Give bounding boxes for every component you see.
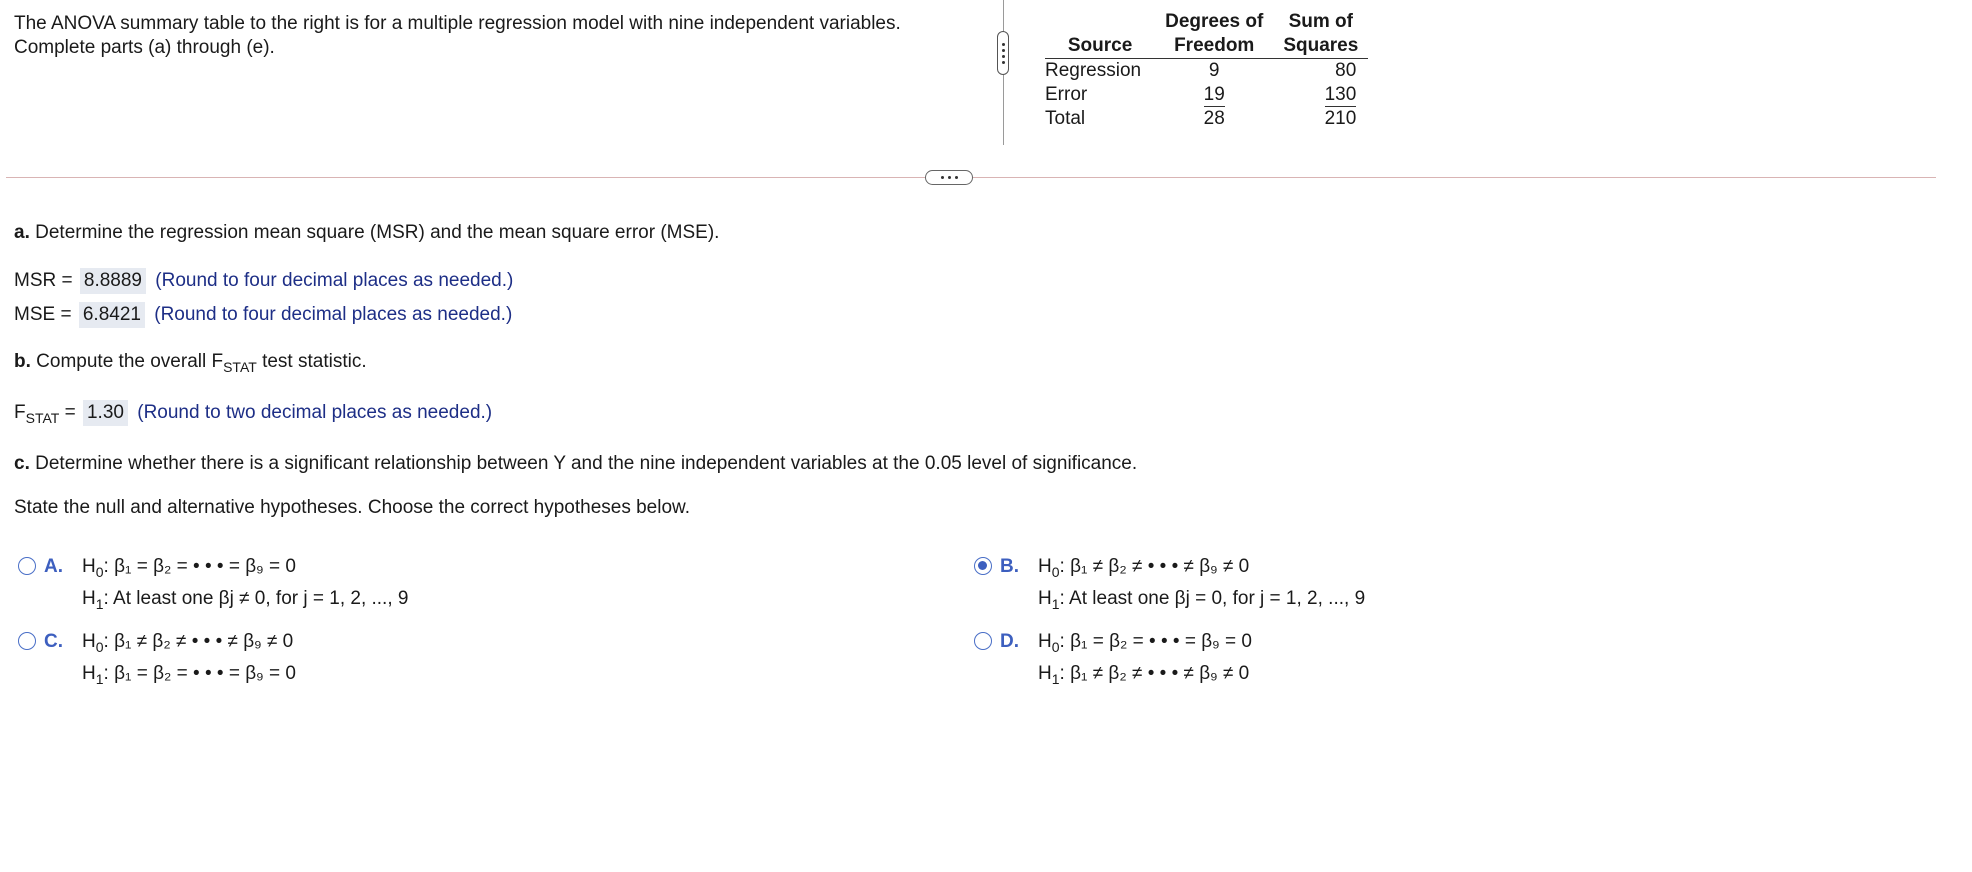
choice-d[interactable] [974,626,1674,690]
part-b-text-sub: STAT [223,359,257,375]
row-source: Error [1045,84,1088,105]
msr-hint: (Round to four decimal places as needed.) [155,270,514,291]
choice-c-h0: $H_0$: β₁ ≠ β₂ ≠ • • • ≠ β₉ ≠ 0 [82,631,294,655]
header-df-top: Degrees of [1165,11,1264,32]
choice-b[interactable] [974,551,1674,615]
anova-table [1045,10,1368,131]
choice-c[interactable] [18,626,718,690]
choice-a-h1: $H_1$: At least one βj ≠ 0, for j = 1, 2, ..., 9 [82,588,409,612]
row-source: Regression [1045,60,1142,81]
mse-answer-field[interactable]: 6.8421 [79,302,145,328]
handle-dot-icon [1002,55,1005,58]
mse-hint: (Round to four decimal places as needed.) [154,304,513,325]
radio-a[interactable] [18,557,36,575]
fstat-label: F [14,402,26,423]
choice-d-h0: $H_0$: β₁ = β₂ = • • • = β₉ = 0 [1038,631,1252,655]
row-source: Total [1045,108,1086,129]
table-row [1045,107,1368,131]
part-c-instruction: State the null and alternative hypotheses. Choose the correct hypotheses below. [14,497,690,518]
part-c-question [14,452,1137,476]
msr-answer-field[interactable]: 8.8889 [80,268,146,294]
header-ss-top: Sum of [1288,11,1353,32]
handle-dot-icon [941,176,944,179]
table-row [1045,59,1368,84]
msr-row [14,268,513,294]
part-a-text: Determine the regression mean square (MSR) and the mean square error (MSE). [35,222,720,243]
part-b-text: Compute the overall F [36,351,224,372]
row-df: 9 [1208,60,1220,81]
horizontal-resize-handle[interactable] [925,170,973,185]
fstat-hint: (Round to two decimal places as needed.) [137,402,493,423]
handle-dot-icon [1002,49,1005,52]
vertical-resize-handle[interactable] [997,31,1009,75]
part-b-question [14,350,367,374]
part-b-label: b. [14,351,31,372]
header-ss-bottom: Squares [1273,34,1368,59]
part-a-label: a. [14,222,30,243]
intro-line-1: The ANOVA summary table to the right is for a multiple regression model with nine independent variables. [14,13,901,34]
fstat-label-sub: STAT [25,410,60,426]
choice-a[interactable] [18,551,718,615]
choice-c-letter: C. [44,631,63,652]
choice-b-h1: $H_1$: At least one βj = 0, for j = 1, 2, ..., 9 [1038,588,1366,612]
choice-b-h0: $H_0$: β₁ ≠ β₂ ≠ • • • ≠ β₉ ≠ 0 [1038,556,1250,580]
intro-line-2: Complete parts (a) through (e). [14,37,275,58]
handle-dot-icon [1002,61,1005,64]
row-ss: 80 [1335,60,1357,81]
row-ss: 210 [1324,108,1357,129]
fstat-answer-field[interactable]: 1.30 [83,400,128,426]
mse-label: MSE = [14,304,72,325]
problem-intro [14,12,964,60]
choice-b-letter: B. [1000,556,1019,577]
part-c-label: c. [14,453,30,474]
fstat-row [14,400,492,426]
radio-b-selected[interactable] [974,557,992,575]
table-row [1045,83,1368,107]
choice-a-h0: $H_0$: β₁ = β₂ = • • • = β₉ = 0 [82,556,296,580]
choice-d-letter: D. [1000,631,1019,652]
handle-dot-icon [955,176,958,179]
part-a-question [14,221,719,245]
choice-a-letter: A. [44,556,63,577]
choice-d-h1: $H_1$: β₁ ≠ β₂ ≠ • • • ≠ β₉ ≠ 0 [1038,663,1250,687]
handle-dot-icon [948,176,951,179]
row-df: 28 [1203,108,1225,129]
radio-c[interactable] [18,632,36,650]
row-df: 19 [1203,84,1225,105]
header-df-bottom: Freedom [1155,34,1273,59]
part-c-text: Determine whether there is a significant relationship between Y and the nine independent variables at the 0.05 level of significance. [35,453,1138,474]
choice-c-h1: $H_1$: β₁ = β₂ = • • • = β₉ = 0 [82,663,296,687]
radio-d[interactable] [974,632,992,650]
part-b-text-post: test statistic. [262,351,367,372]
row-ss: 130 [1324,84,1357,105]
fstat-eq: = [64,402,76,423]
mse-row [14,302,512,328]
msr-label: MSR = [14,270,73,291]
handle-dot-icon [1002,43,1005,46]
header-source: Source [1045,34,1155,59]
